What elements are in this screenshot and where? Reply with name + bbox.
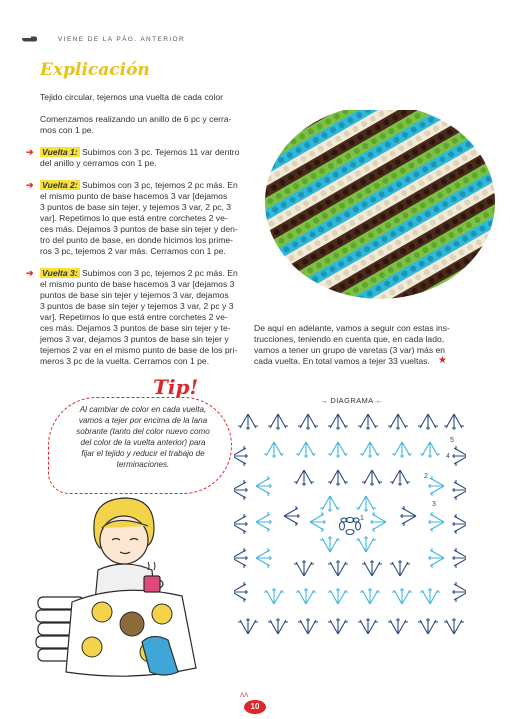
round2-text: Subimos con 3 pc, tejemos 2 pc más. En [79,180,238,190]
continue-line4: cada vuelta. En total vamos a tejer 33 vueltas. [254,356,430,366]
arrow-right-icon: ➔ [26,268,34,278]
round3-line6: ces más. Dejamos 3 puntos de base sin tejer y te- [40,323,231,333]
page-number: 10 [244,700,266,714]
round1-text: Subimos con 3 pc. Tejemos 11 var dentro [79,147,240,157]
diagram-number-2: 2 [424,473,428,480]
girl-with-blanket-illustration [32,492,232,692]
round1-line2: del anillo y cerramos con 1 pe. [40,158,157,168]
round2-line1 [40,180,238,191]
arrow-right-icon: ➔ [26,180,34,190]
pointing-hand-icon [22,35,38,43]
diagram-number-1: 1 [360,515,364,522]
continue-line2: trucciones, teniendo en cuenta que, en cada lado, [254,334,445,344]
round2-line4: var]. Repetimos lo que está entre corchetes 2 ve- [40,213,228,223]
round3-line2: el mismo punto de base hacemos 3 var [dejamos 3 [40,279,235,289]
round1-line1 [40,147,239,158]
diagram-number-3: 3 [432,501,436,508]
round3-line1 [40,268,238,279]
diagram-number-4: 4 [446,453,450,460]
round3-line9: meros 3 pc de la vuelta. Cerramos con 1 pe. [40,356,210,366]
round2-label: Vuelta 2: [42,180,78,190]
round1-label: Vuelta 1: [42,147,78,157]
round3-text: Subimos con 3 pc, tejemos 2 pc más. En [79,268,238,278]
round2-line5: ces más. Dejamos 3 puntos de base sin tejer y den- [40,224,238,234]
round3-line7: jemos 3 var, dejamos 3 puntos de base sin tejer y [40,334,229,344]
para1-line2: mos con 1 pe. [40,125,94,135]
tip-label: Tip! [153,375,199,399]
section-title: Explicación [40,60,150,80]
round2-line3: 3 puntos de base sin tejer, y tejemos 3 var, 2 pc, 3 [40,202,232,212]
continue-line3: vamos a tener un grupo de varetas (3 var) más en [254,345,446,355]
round2-line7: ros 3 pc, tejemos 2 var más. Cerramos con 1 pe. [40,246,226,256]
continue-line1: De aquí en adelante, vamos a seguir con estas ins- [254,323,450,333]
tip-line: fijar el tejido y reducir el trabajo de [81,449,205,458]
diagram-number-5: 5 [450,437,454,444]
round3-line3: puntos de base sin tejer y tejemos 3 var, dejamos [40,290,229,300]
round3-line4: 3 puntos de base sin tejer y tejemos 3 var, 2 pc y 3 [40,301,234,311]
round2-line6: tro del punto de base, en donde hicimos los prime- [40,235,233,245]
crochet-photo [258,110,502,310]
header-text: VIENE DE LA PÁG. ANTERIOR [58,36,186,43]
round3-line8: tejemos 2 var en el mismo punto de base de los pri- [40,345,238,355]
round3-label: Vuelta 3: [42,268,78,278]
tip-line: Al cambiar de color en cada vuelta, [79,405,207,414]
tip-line: sobrante (tanto del color nuevo como [76,427,210,436]
tip-text [58,404,228,470]
star-icon: ★ [438,355,447,366]
crochet-diagram [234,408,466,640]
intro-text: Tejido circular, tejemos una vuelta de cada color [40,92,223,102]
para1-line1: Comenzamos realizando un anillo de 6 pc y cerra- [40,114,232,124]
round3-line5: var]. Repetimos lo que está entre corchetes 2 ve- [40,312,228,322]
tip-line: vamos a tejer por encima de la lana [78,416,208,425]
diagram-label: → DIAGRAMA ← [320,396,384,405]
tip-line: terminaciones. [116,460,170,469]
bunny-ears-icon: ᐱᐱ [240,693,249,699]
arrow-right-icon: ➔ [26,147,34,157]
round2-line2: el mismo punto de base hacemos 3 var [dejamos [40,191,228,201]
tip-line: del color de la vuelta anterior) para [80,438,206,447]
